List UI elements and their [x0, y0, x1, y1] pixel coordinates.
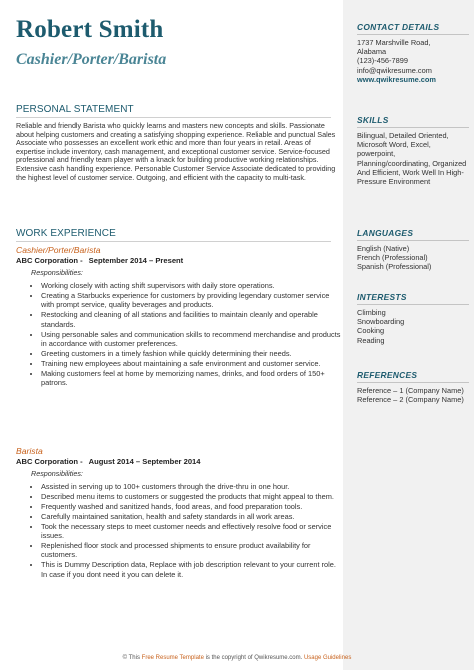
list-item: • Restocking and cleaning of all stations and facilities to maintain cleanly and operable standards. [41, 310, 341, 329]
list-item: Reference – 2 (Company Name) [357, 395, 464, 405]
list-item: English (Native) [357, 244, 410, 253]
job-responsibilities-list [31, 482, 341, 580]
contact-email[interactable]: info@qwikresume.com [357, 65, 432, 75]
list-item: • Carefully maintained sanitation, health and safety standards in all work areas. [41, 512, 341, 521]
section-divider [357, 240, 469, 241]
personal-statement-heading: PERSONAL STATEMENT [16, 104, 134, 115]
list-item: • Frequently washed and sanitized hands, food areas, and food preparation tools. [41, 502, 341, 511]
skills-section [357, 115, 469, 186]
list-item: • Creating a Starbucks experience for customers by providing legendary customer service with prompt service, quality beverages and products. [41, 291, 341, 310]
contact-address-line2: Alabama [357, 47, 387, 57]
section-divider [357, 382, 469, 383]
job-dates: August 2014 – September 2014 [88, 457, 201, 466]
contact-details [357, 38, 469, 84]
job-company: ABC Corporation - [16, 457, 83, 466]
references-section [357, 370, 469, 404]
candidate-name: Robert Smith [16, 16, 164, 43]
section-divider [357, 127, 469, 128]
languages-list [357, 244, 469, 272]
skills-text: Bilingual, Detailed Oriented, Microsoft Word, Excel, powerpoint, Planning/coordinating, Organized And Efficient, Work Well In High-Pressure Environment [357, 131, 467, 187]
contact-address-line1: 1737 Marshville Road, [357, 38, 431, 47]
list-item: French (Professional) [357, 253, 428, 263]
list-item: • Working closely with acting shift supervisors with daily store operations. [41, 281, 341, 290]
list-item: • Making customers feel at home by memorizing names, drinks, and food orders of 150+ patrons. [41, 369, 341, 388]
personal-statement-text: Reliable and friendly Barista who quickly learns and masters new concepts and skills. Passionate about helping customers and creating a satisfying shopping experience. Reliable and punctual Sales Associate who possesses an excellent work ethic and more than four years in retail. Areas of expertise include inventory, cash management, and exceptional customer service. Service-focused professional and friendly team player with a knack for building productive working relationships. Extensive cash handling experience. Personable Customer Service Associate dedicated to providing the highest level of customer service. Outgoing, and efficient with the capacity to multi-task. [16, 121, 336, 182]
responsibilities-label: Responsibilities: [31, 469, 83, 478]
section-divider [16, 117, 331, 118]
job-title: Cashier/Porter/Barista [16, 245, 101, 255]
job-company-dates [16, 457, 201, 466]
list-item: • Assisted in serving up to 100+ customers through the drive-thru in one hour. [41, 482, 341, 491]
list-item: • Took the necessary steps to meet customer needs and effectively resolve food or service issues. [41, 522, 341, 541]
job-dates: September 2014 – Present [88, 256, 184, 265]
job-company: ABC Corporation - [16, 256, 83, 265]
contact-heading: CONTACT DETAILS [357, 22, 440, 32]
references-heading: REFERENCES [357, 370, 418, 380]
job-responsibilities-list [31, 281, 341, 388]
list-item: • This is Dummy Description data, Replace with job description relevant to your current role. In case if you dont need it you can delete it. [41, 560, 341, 579]
list-item: • Greeting customers in a timely fashion while quickly determining their needs. [41, 349, 341, 358]
footer-middle: is the copyright of Qwikresume.com. [205, 655, 303, 661]
responsibilities-label: Responsibilities: [31, 268, 83, 277]
work-experience-heading: WORK EXPERIENCE [16, 228, 116, 239]
list-item: Snowboarding [357, 317, 405, 327]
job-company-dates [16, 256, 183, 265]
free-resume-template-link[interactable]: Free Resume Template [141, 655, 204, 661]
candidate-title: Cashier/Porter/Barista [16, 51, 167, 68]
usage-guidelines-link[interactable]: Usage Guidelines [303, 655, 352, 661]
contact-section [357, 22, 469, 84]
list-item: Reading [357, 335, 385, 345]
list-item: • Described menu items to customers or suggested the products that might appeal to them. [41, 492, 341, 501]
contact-phone: (123)-456-7899 [357, 56, 408, 66]
interests-section [357, 292, 469, 345]
list-item: • Training new employees about maintaining a safe environment and customer service. [41, 359, 341, 368]
job-title: Barista [16, 446, 43, 456]
references-list [357, 386, 469, 404]
skills-heading: SKILLS [357, 115, 389, 125]
list-item: • Using personable sales and communication skills to recommend merchandise and products in accordance with customer preferences. [41, 330, 341, 349]
footer-prefix: © This [122, 655, 140, 661]
copyright-footer [0, 655, 474, 661]
interests-heading: INTERESTS [357, 292, 407, 302]
list-item: Climbing [357, 308, 386, 317]
languages-heading: LANGUAGES [357, 228, 414, 238]
section-divider [357, 34, 469, 35]
contact-website-link[interactable]: www.qwikresume.com [357, 74, 436, 84]
languages-section [357, 228, 469, 272]
list-item: • Replenished floor stock and processed shipments to ensure product availability for customers. [41, 541, 341, 560]
list-item: Reference – 1 (Company Name) [357, 386, 464, 395]
section-divider [357, 304, 469, 305]
list-item: Cooking [357, 326, 385, 336]
interests-list [357, 308, 469, 345]
section-divider [16, 241, 331, 242]
list-item: Spanish (Professional) [357, 262, 432, 272]
